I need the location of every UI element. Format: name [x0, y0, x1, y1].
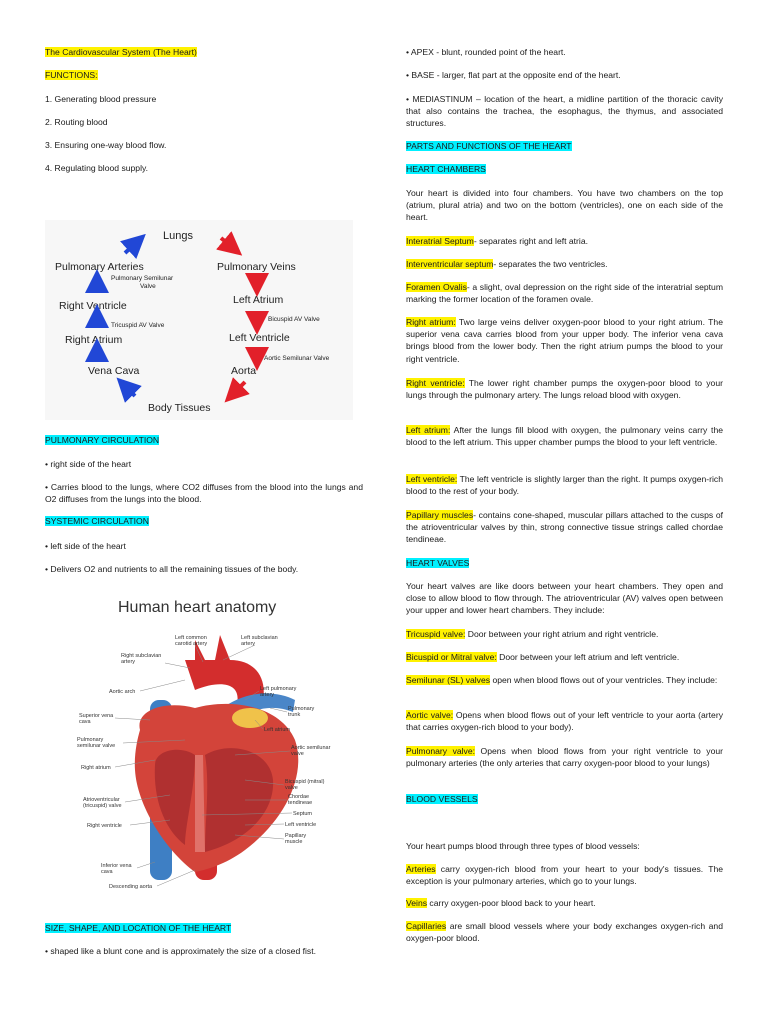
- label-pulmonary-veins: Pulmonary Veins: [217, 261, 296, 273]
- label-descending-aorta: Descending aorta: [109, 884, 153, 890]
- term-interatrial-septum: Interatrial Septum- separates right and left atria.: [406, 236, 588, 246]
- valve-semilunar: Semilunar (SL) valves open when blood flows out of your ventricles. They include:: [406, 675, 718, 685]
- apex-item: • APEX - blunt, rounded point of the heart.: [406, 47, 566, 57]
- mediastinum-item: • MEDIASTINUM – location of the heart, a midline partition of the thoracic cavity that also contains the trachea, the esophagus, the thymus, and associated structures.: [406, 94, 723, 129]
- term-interventricular-septum: Interventricular septum- separates the two ventricles.: [406, 259, 608, 269]
- pulmonary-item: • right side of the heart: [45, 459, 132, 469]
- term-right-ventricle: Right ventricle: The lower right chamber pumps the oxygen-poor blood to your lungs through the pulmonary artery. The lungs reload blood with oxygen.: [406, 378, 723, 401]
- label-bicuspid-valve: Bicuspid (mitral) valve: [285, 779, 325, 791]
- term-papillary-muscles: Papillary muscles- contains cone-shaped, muscular pillars attached to the cusps of the atrioventricular valves by thin, strong connective tissue strings called chordae tendineae.: [406, 510, 723, 545]
- heart-anatomy-illustration: [45, 590, 363, 890]
- label-papillary-muscle: Papillary muscle: [285, 833, 307, 845]
- valve-bicuspid: Bicuspid or Mitral valve: Door between your left atrium and left ventricle.: [406, 652, 680, 662]
- vessel-veins: Veins carry oxygen-poor blood back to your heart.: [406, 898, 596, 908]
- parts-heading: PARTS AND FUNCTIONS OF THE HEART: [406, 141, 572, 151]
- functions-heading: FUNCTIONS:: [45, 70, 98, 80]
- valve-tricuspid: Tricuspid valve: Door between your right atrium and right ventricle.: [406, 629, 659, 639]
- vessels-intro: Your heart pumps blood through three types of blood vessels:: [406, 841, 640, 851]
- term-right-atrium: Right atrium: Two large veins deliver oxygen-poor blood to your right atrium. The superior vena cava carries blood from your upper body. The inferior vena cava brings blood from the lower body. Then the right atrium pumps the blood to your right ventricle.: [406, 317, 723, 364]
- document-title: The Cardiovascular System (The Heart): [45, 47, 197, 57]
- vessel-capillaries: Capillaries are small blood vessels where your body exchanges oxygen-rich and oxygen-poor blood.: [406, 921, 723, 944]
- chambers-heading: HEART CHAMBERS: [406, 164, 486, 174]
- function-item: 2. Routing blood: [45, 117, 108, 127]
- function-item: 4. Regulating blood supply.: [45, 163, 149, 173]
- valves-heading: HEART VALVES: [406, 558, 470, 568]
- label-pulmonary-semilunar: Pulmonary semilunar valve: [77, 737, 116, 749]
- systemic-heading: SYSTEMIC CIRCULATION: [45, 516, 149, 526]
- circulation-flow-diagram: [45, 220, 353, 420]
- label-left-pulmonary-artery: Left pulmonary artery: [260, 686, 297, 698]
- label-left-atrium-anat: Left atrium: [264, 727, 290, 733]
- label-superior-vena-cava: Superior vena cava: [79, 713, 114, 725]
- size-heading: SIZE, SHAPE, AND LOCATION OF THE HEART: [45, 923, 232, 933]
- valve-aortic: Aortic valve: Opens when blood flows out of your left ventricle to your aorta (artery that carries oxygen-rich blood to your body).: [406, 710, 723, 733]
- pulmonary-item: • Carries blood to the lungs, where CO2 diffuses from the blood into the lungs and O2 diffuses from the lungs into the blood.: [45, 482, 363, 505]
- base-item: • BASE - larger, flat part at the opposite end of the heart.: [406, 70, 621, 80]
- anatomy-title: Human heart anatomy: [118, 599, 277, 616]
- label-right-atrium: Right Atrium: [65, 334, 123, 346]
- term-left-ventricle: Left ventricle: The left ventricle is slightly larger than the right. It pumps oxygen-rich blood to the rest of your body.: [406, 474, 724, 497]
- label-right-ventricle: Right Ventricle: [59, 300, 127, 312]
- label-septum: Septum: [293, 811, 312, 817]
- label-chordae-tendineae: Chordae tendineae: [288, 794, 313, 806]
- function-item: 1. Generating blood pressure: [45, 94, 157, 104]
- term-left-atrium: Left atrium: After the lungs fill blood with oxygen, the pulmonary veins carry the blood to the left atrium. This upper chamber pumps the blood to your left ventricle.: [406, 425, 723, 448]
- label-vena-cava: Vena Cava: [88, 365, 140, 377]
- label-left-atrium: Left Atrium: [233, 294, 284, 306]
- label-aortic-semilunar: Aortic semilunar valve: [291, 745, 331, 757]
- label-atrioventricular-valve: Atrioventricular (tricuspid) valve: [83, 797, 122, 809]
- label-left-subclavian: Left subclavian artery: [241, 635, 278, 647]
- label-aortic-semilunar-valve: Aortic Semilunar Valve: [264, 355, 330, 362]
- label-body-tissues: Body Tissues: [148, 402, 211, 414]
- chambers-intro: Your heart is divided into four chambers. You have two chambers on the top (atrium, plural atria) and two on the bottom (ventricles), one on each side of the heart.: [406, 188, 723, 223]
- label-left-common-carotid: Left common carotid artery: [175, 635, 208, 647]
- systemic-item: • Delivers O2 and nutrients to all the remaining tissues of the body.: [45, 564, 299, 574]
- label-aortic-arch: Aortic arch: [109, 689, 136, 695]
- label-right-ventricle-anat: Right ventricle: [87, 823, 122, 829]
- vessel-arteries: Arteries carry oxygen-rich blood from your heart to your body's tissues. The exception is your pulmonary arteries, which go to your lungs.: [406, 864, 723, 887]
- label-inferior-vena-cava: Inferior vena cava: [101, 863, 132, 875]
- vessels-heading: BLOOD VESSELS: [406, 794, 478, 804]
- label-right-atrium-anat: Right atrium: [81, 765, 111, 771]
- fat-deposit-shape: [232, 708, 268, 728]
- label-bicuspid-av-valve: Bicuspid AV Valve: [268, 316, 320, 323]
- systemic-item: • left side of the heart: [45, 541, 126, 551]
- label-left-ventricle: Left Ventricle: [229, 332, 290, 344]
- function-item: 3. Ensuring one-way blood flow.: [45, 140, 167, 150]
- label-pulmonary-trunk: Pulmonary trunk: [288, 706, 315, 718]
- valves-intro: Your heart valves are like doors between your heart chambers. They open and close to allow blood to flow through. The atrioventricular (AV) valves open between your upper and lower heart chambers. They include:: [406, 581, 723, 616]
- label-lungs: Lungs: [163, 230, 193, 242]
- label-aorta: Aorta: [231, 365, 257, 377]
- valve-pulmonary: Pulmonary valve: Opens when blood flows from your right ventricle to your pulmonary arteries (the only arteries that carry oxygen-poor blood to your lungs): [406, 746, 723, 769]
- pulmonary-heading: PULMONARY CIRCULATION: [45, 435, 160, 445]
- term-foramen-ovalis: Foramen Ovalis- a slight, oval depression on the right side of the interatrial septum marking the former location of the foramen ovale.: [406, 282, 723, 305]
- label-pulmonary-semilunar-valve: Pulmonary Semilunar Valve: [111, 275, 174, 290]
- label-pulmonary-arteries: Pulmonary Arteries: [55, 261, 144, 273]
- size-item: • shaped like a blunt cone and is approximately the size of a closed fist.: [45, 946, 317, 956]
- label-tricuspid-av-valve: Tricuspid AV Valve: [111, 322, 165, 329]
- label-left-ventricle-anat: Left ventricle: [285, 822, 317, 828]
- label-right-subclavian: Right subclavian artery: [121, 653, 162, 665]
